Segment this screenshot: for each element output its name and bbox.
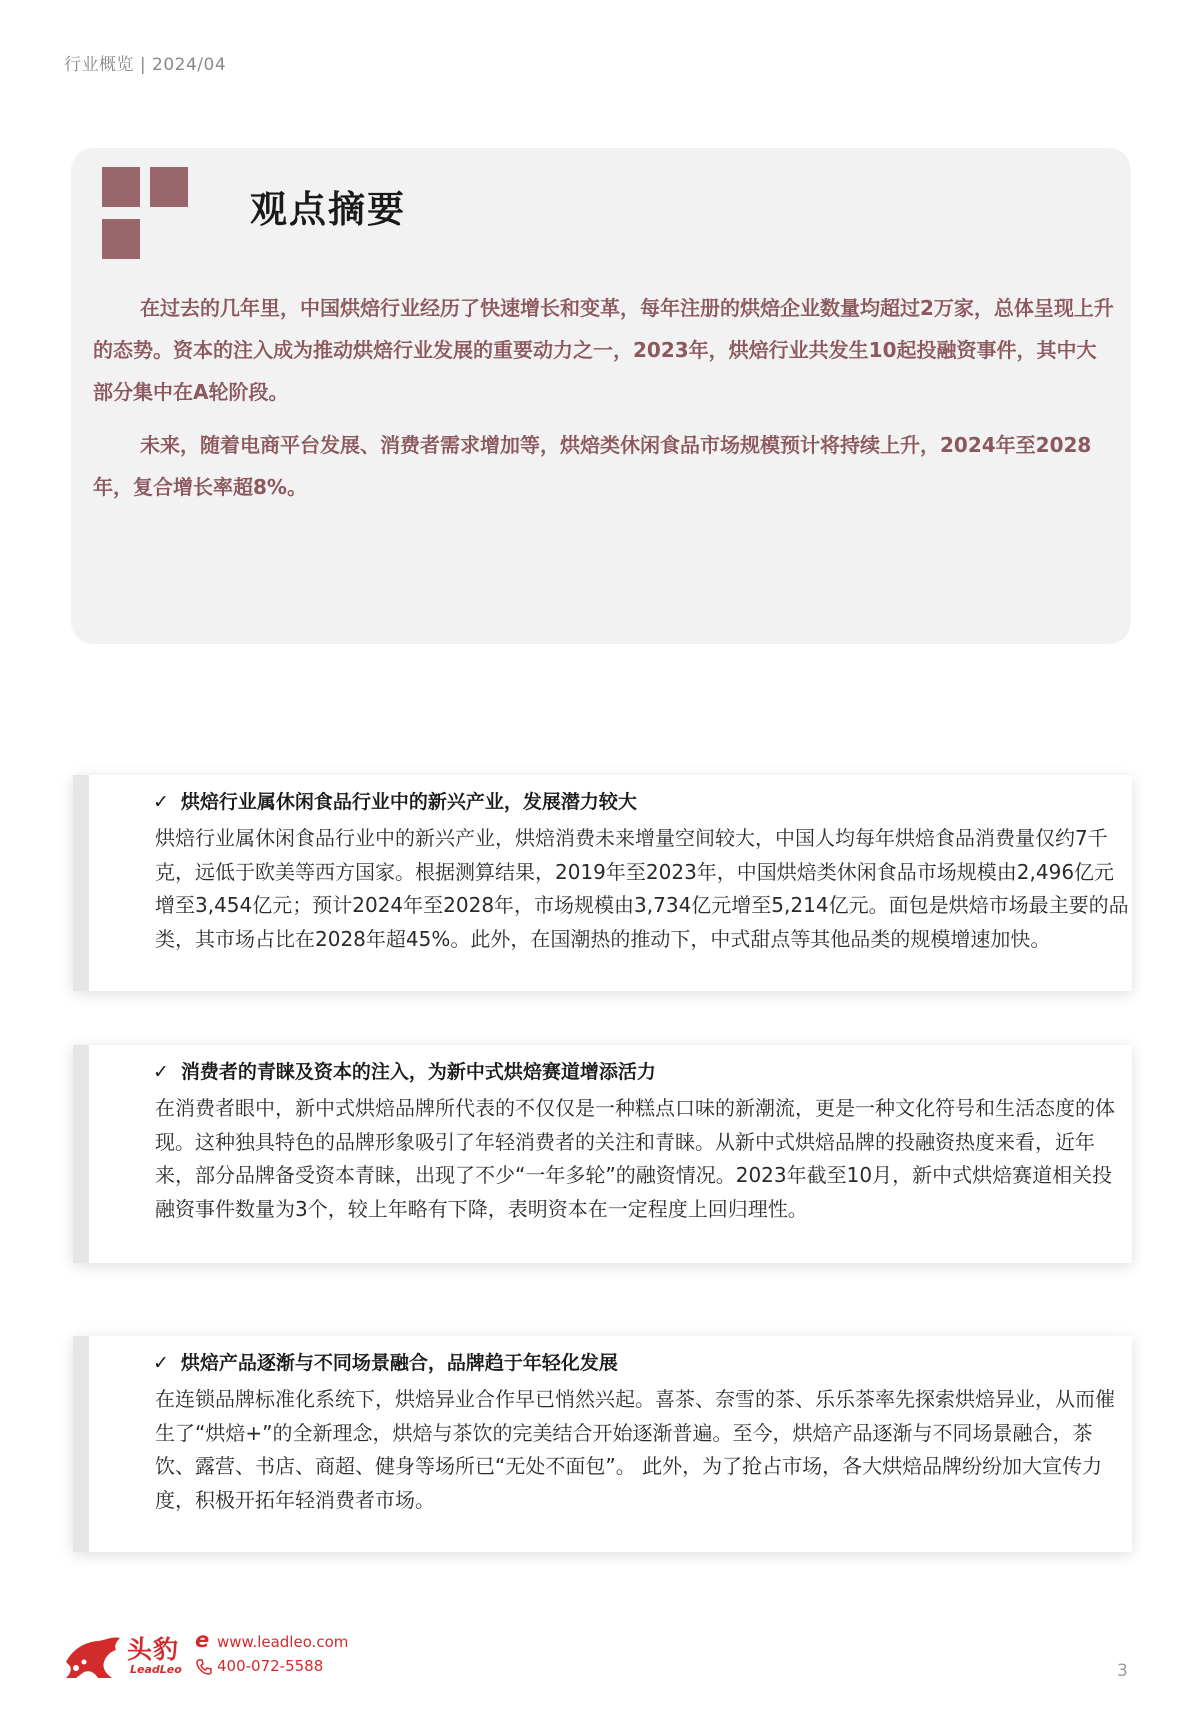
web-e-icon: e [195,1628,210,1652]
summary-squares-icon [102,167,192,263]
check-icon: ✓ [153,1352,169,1374]
card-body: 在消费者眼中，新中式烘焙品牌所代表的不仅仅是一种糕点口味的新潮流，更是一种文化符号和生活态度的体现。这种独具特色的品牌形象吸引了年轻消费者的关注和青睐。从新中式烘焙品牌的投融资热度来看，近年来，部分品牌备受资本青睐，出现了不少“一年多轮”的融资情况。2023年截至10月，新中式烘焙赛道相关投融资事件数量为3个，较上年略有下降，表明资本在一定程度上回归理性。 [155,1096,1115,1221]
insight-card-1 [73,775,1132,991]
insight-card-2 [73,1045,1132,1263]
brand-name-cn: 头豹 [127,1635,180,1664]
page-number: 3 [1117,1661,1128,1681]
card-side-bar [73,1045,89,1263]
card-side-bar [73,1336,89,1552]
check-icon: ✓ [153,1061,169,1083]
card-body: 烘焙行业属休闲食品行业中的新兴产业，烘焙消费未来增量空间较大，中国人均每年烘焙食品消费量仅约7千克，远低于欧美等西方国家。根据测算结果，2019年至2023年，中国烘焙类休闲食品市场规模由2,496亿元增至3,454亿元；预计2024年至2028年，市场规模由3,734亿元增至5,214亿元。面包是烘焙市场最主要的品类，其市场占比在2028年超45%。此外，在国潮热的推动下，中式甜点等其他品类的规模增速加快。 [155,826,1129,951]
footer-brand [62,1628,382,1686]
card-title [153,1057,656,1084]
card-title [153,1348,618,1375]
card-title-text: 烘焙行业属休闲食品行业中的新兴产业，发展潜力较大 [180,791,637,813]
summary-paragraph-1: 在过去的几年里，中国烘焙行业经历了快速增长和变革，每年注册的烘焙企业数量均超过2万家，总体呈现上升的态势。资本的注入成为推动烘焙行业发展的重要动力之一，2023年，烘焙行业共发生10起投融资事件，其中大部分集中在A轮阶段。 [93,296,1114,404]
summary-box [71,148,1131,644]
card-title-text: 烘焙产品逐渐与不同场景融合，品牌趋于年轻化发展 [180,1352,618,1374]
website-link[interactable]: www.leadleo.com [217,1633,349,1651]
phone-number: 400-072-5588 [217,1657,324,1675]
leopard-logo-icon [62,1632,124,1680]
card-body: 在连锁品牌标准化系统下，烘焙异业合作早已悄然兴起。喜茶、奈雪的茶、乐乐茶率先探索烘焙异业，从而催生了“烘焙+”的全新理念，烘焙与茶饮的完美结合开始逐渐普遍。至今，烘焙产品逐渐与不同场景融合，茶饮、露营、书店、商超、健身等场所已“无处不面包”。 此外，为了抢占市场，各大烘焙品牌纷纷加大宣传力度，积极开拓年轻消费者市场。 [155,1387,1115,1512]
brand-name-en: LeadLeo [130,1663,182,1676]
header-label: 行业概览 | 2024/04 [64,55,227,75]
phone-icon [195,1658,213,1676]
summary-paragraph-2: 未来，随着电商平台发展、消费者需求增加等，烘焙类休闲食品市场规模预计将持续上升，2024年至2028年，复合增长率超8%。 [93,433,1092,499]
insight-card-3 [73,1336,1132,1552]
check-icon: ✓ [153,791,169,813]
card-title [153,787,637,814]
card-side-bar [73,775,89,991]
summary-title: 观点摘要 [250,188,406,231]
card-title-text: 消费者的青睐及资本的注入，为新中式烘焙赛道增添活力 [180,1061,656,1083]
